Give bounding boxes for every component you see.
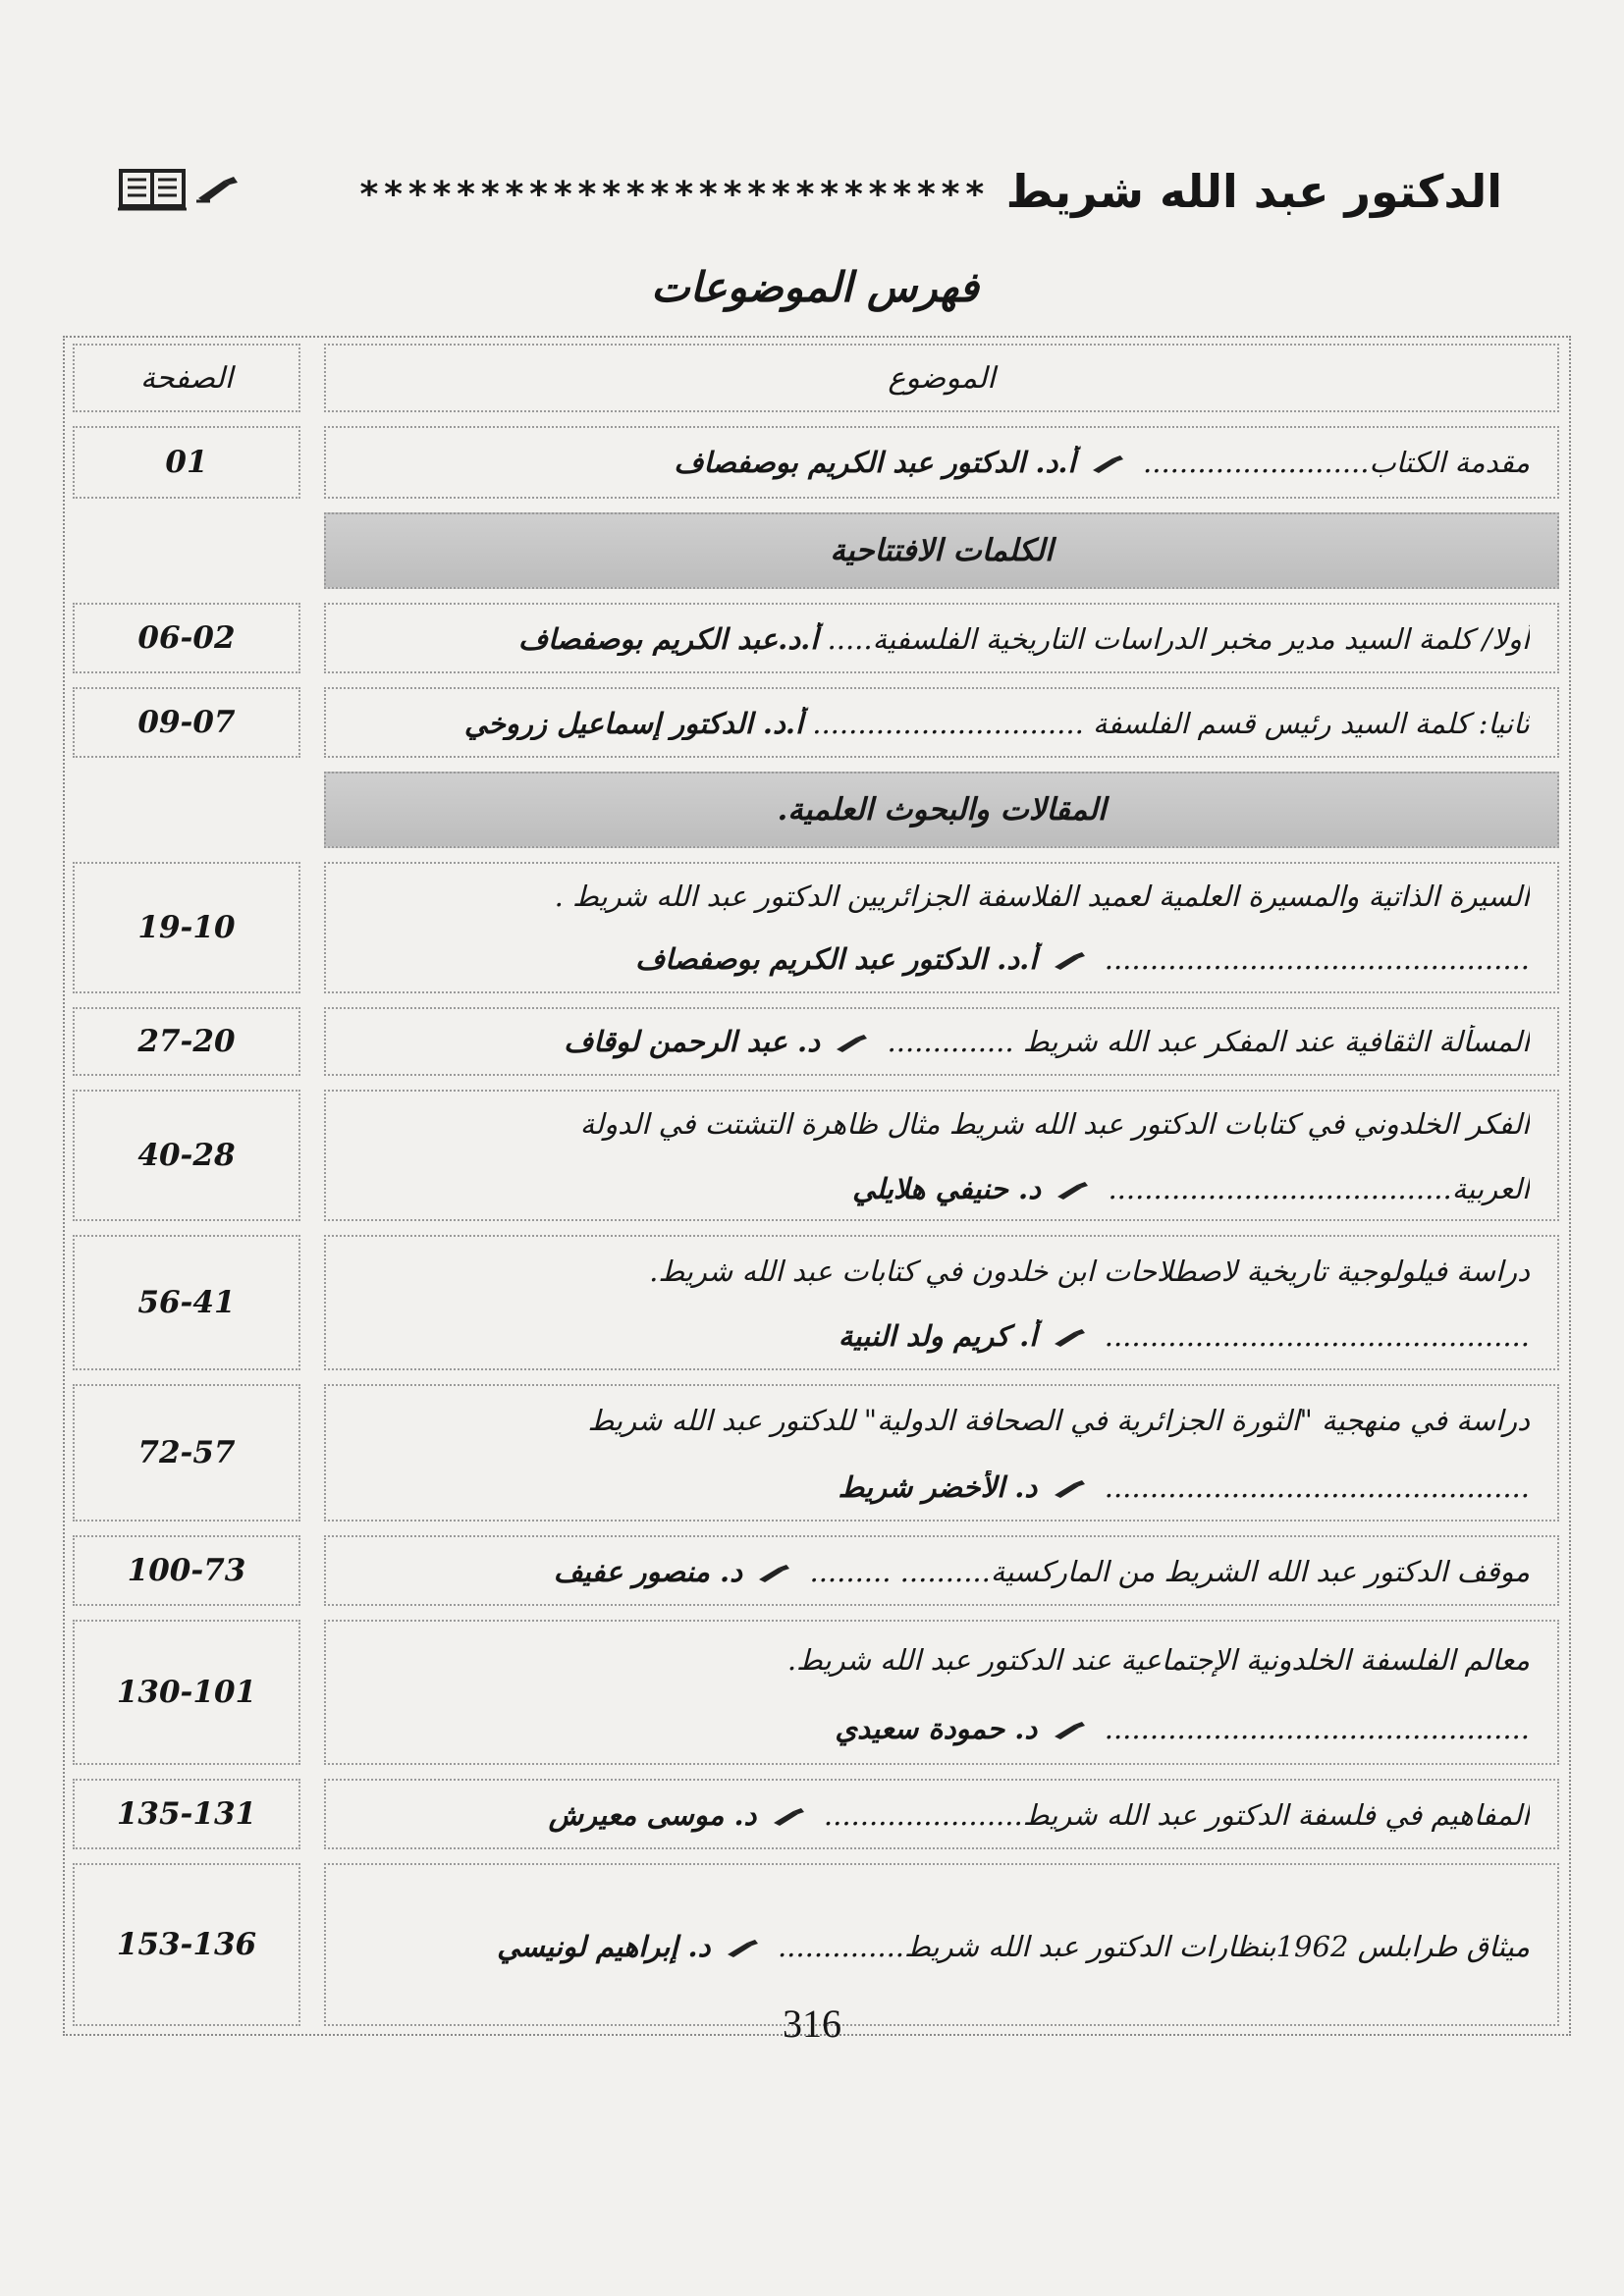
header-stars: ************************** [358, 174, 989, 215]
page-range: 130-101 [73, 1620, 300, 1765]
toc-row [65, 1001, 1569, 1082]
author-name: أ. كريم ولد النبية [838, 1319, 1038, 1353]
toc-row [65, 1529, 1569, 1612]
page-range: 01 [73, 426, 300, 499]
topic-dots: ............................................... [1104, 942, 1530, 976]
section-row [65, 507, 1569, 595]
page-range: 135-131 [73, 1779, 300, 1849]
author-name: د. حمودة سعيدي [835, 1712, 1038, 1745]
toc-row [65, 681, 1569, 764]
pen-icon [835, 1027, 872, 1060]
author-name: أ.د. الدكتور إسماعيل زروخي [463, 707, 804, 740]
toc-row [65, 856, 1569, 999]
page-range: 40-28 [73, 1090, 300, 1221]
author-name: أ.د.عبد الكريم بوصفصاف [517, 622, 819, 656]
page-range: 09-07 [73, 687, 300, 758]
topic-text: ثانيا: كلمة السيد رئيس قسم الفلسفة .............................. [812, 707, 1530, 740]
pen-icon [757, 1557, 794, 1590]
topic-dots: ............................................... [1104, 1712, 1530, 1745]
topic-text: مقدمة الكتاب......................... [1143, 446, 1530, 479]
pen-icon [194, 175, 242, 208]
author-name: د. موسى معيرش [548, 1798, 757, 1832]
author-name: د. منصور عفيف [553, 1555, 743, 1588]
column-header-topic: الموضوع [324, 344, 1559, 412]
topic-text: المسألة الثقافية عند المفكر عبد الله شريط .............. [887, 1025, 1530, 1058]
toc-header-row [65, 338, 1569, 418]
page-range: 153-136 [73, 1863, 300, 2026]
toc-row [65, 1614, 1569, 1771]
page-range: 27-20 [73, 1007, 300, 1076]
author-name: أ.د. الدكتور عبد الكريم بوصفصاف [635, 942, 1038, 976]
page-range: 72-57 [73, 1384, 300, 1522]
toc-row [65, 1378, 1569, 1527]
page-range: 19-10 [73, 862, 300, 993]
pen-icon [726, 1932, 763, 1965]
pen-icon [1053, 944, 1090, 978]
toc-title: فهرس الموضوعات [651, 263, 979, 311]
pen-icon [1056, 1174, 1093, 1207]
topic-dots: ............................................... [1104, 1319, 1530, 1353]
author-name: د. حنيفي هلايلي [852, 1172, 1041, 1205]
running-header [118, 157, 1502, 226]
author-name: د. الأخضر شريط [838, 1470, 1038, 1504]
page-range: 06-02 [73, 603, 300, 673]
toc-row [65, 1084, 1569, 1227]
author-name: د. إبراهيم لونيسي [497, 1930, 711, 1963]
header-icons [118, 168, 242, 215]
toc-row [65, 1773, 1569, 1855]
topic-dots: ............................................... [1104, 1470, 1530, 1504]
pen-icon [772, 1800, 809, 1834]
topic-text: موقف الدكتور عبد الله الشريط من الماركسية.......... ......... [809, 1555, 1530, 1588]
pen-icon [1053, 1472, 1090, 1506]
header-title: الدكتور عبد الله شريط [1005, 165, 1502, 218]
topic-text: معالم الفلسفة الخلدونية الإجتماعية عند الدكتور عبد الله شريط. [786, 1643, 1530, 1677]
page-range: 100-73 [73, 1535, 300, 1606]
toc-table [63, 336, 1571, 2036]
pen-icon [1053, 1714, 1090, 1747]
page-number: 316 [783, 2002, 841, 2046]
topic-text: المفاهيم في فلسفة الدكتور عبد الله شريط...................... [823, 1798, 1530, 1832]
topic-text: ميثاق طرابلس 1962بنظارات الدكتور عبد الله شريط.............. [777, 1930, 1530, 1963]
section-row [65, 766, 1569, 854]
column-header-page: الصفحة [73, 344, 300, 412]
topic-text-continued: العربية...................................... [1108, 1172, 1530, 1205]
section-heading: الكلمات الافتتاحية [324, 512, 1559, 589]
topic-text: الفكر الخلدوني في كتابات الدكتور عبد الله شريط مثال ظاهرة التشتت في الدولة [579, 1107, 1530, 1141]
page-range: 56-41 [73, 1235, 300, 1370]
author-name: د. عبد الرحمن لوقاف [564, 1025, 821, 1058]
topic-text: دراسة فيلولوجية تاريخية لاصطلاحات ابن خلدون في كتابات عبد الله شريط. [649, 1255, 1530, 1288]
toc-row [65, 420, 1569, 505]
pen-icon [1053, 1321, 1090, 1355]
author-name: أ.د. الدكتور عبد الكريم بوصفصاف [674, 446, 1076, 479]
topic-text: السيرة الذاتية والمسيرة العلمية لعميد الفلاسفة الجزائريين الدكتور عبد الله شريط . [554, 880, 1530, 913]
section-heading: المقالات والبحوث العلمية. [324, 772, 1559, 848]
pen-icon [1091, 448, 1128, 481]
topic-text: أولا/ كلمة السيد مدير مخبر الدراسات التاريخية الفلسفية..... [827, 622, 1530, 656]
topic-text: دراسة في منهجية "الثورة الجزائرية في الصحافة الدولية" للدكتور عبد الله شريط [587, 1404, 1530, 1437]
toc-row [65, 1229, 1569, 1376]
open-book-icon [118, 168, 187, 215]
toc-row [65, 597, 1569, 679]
